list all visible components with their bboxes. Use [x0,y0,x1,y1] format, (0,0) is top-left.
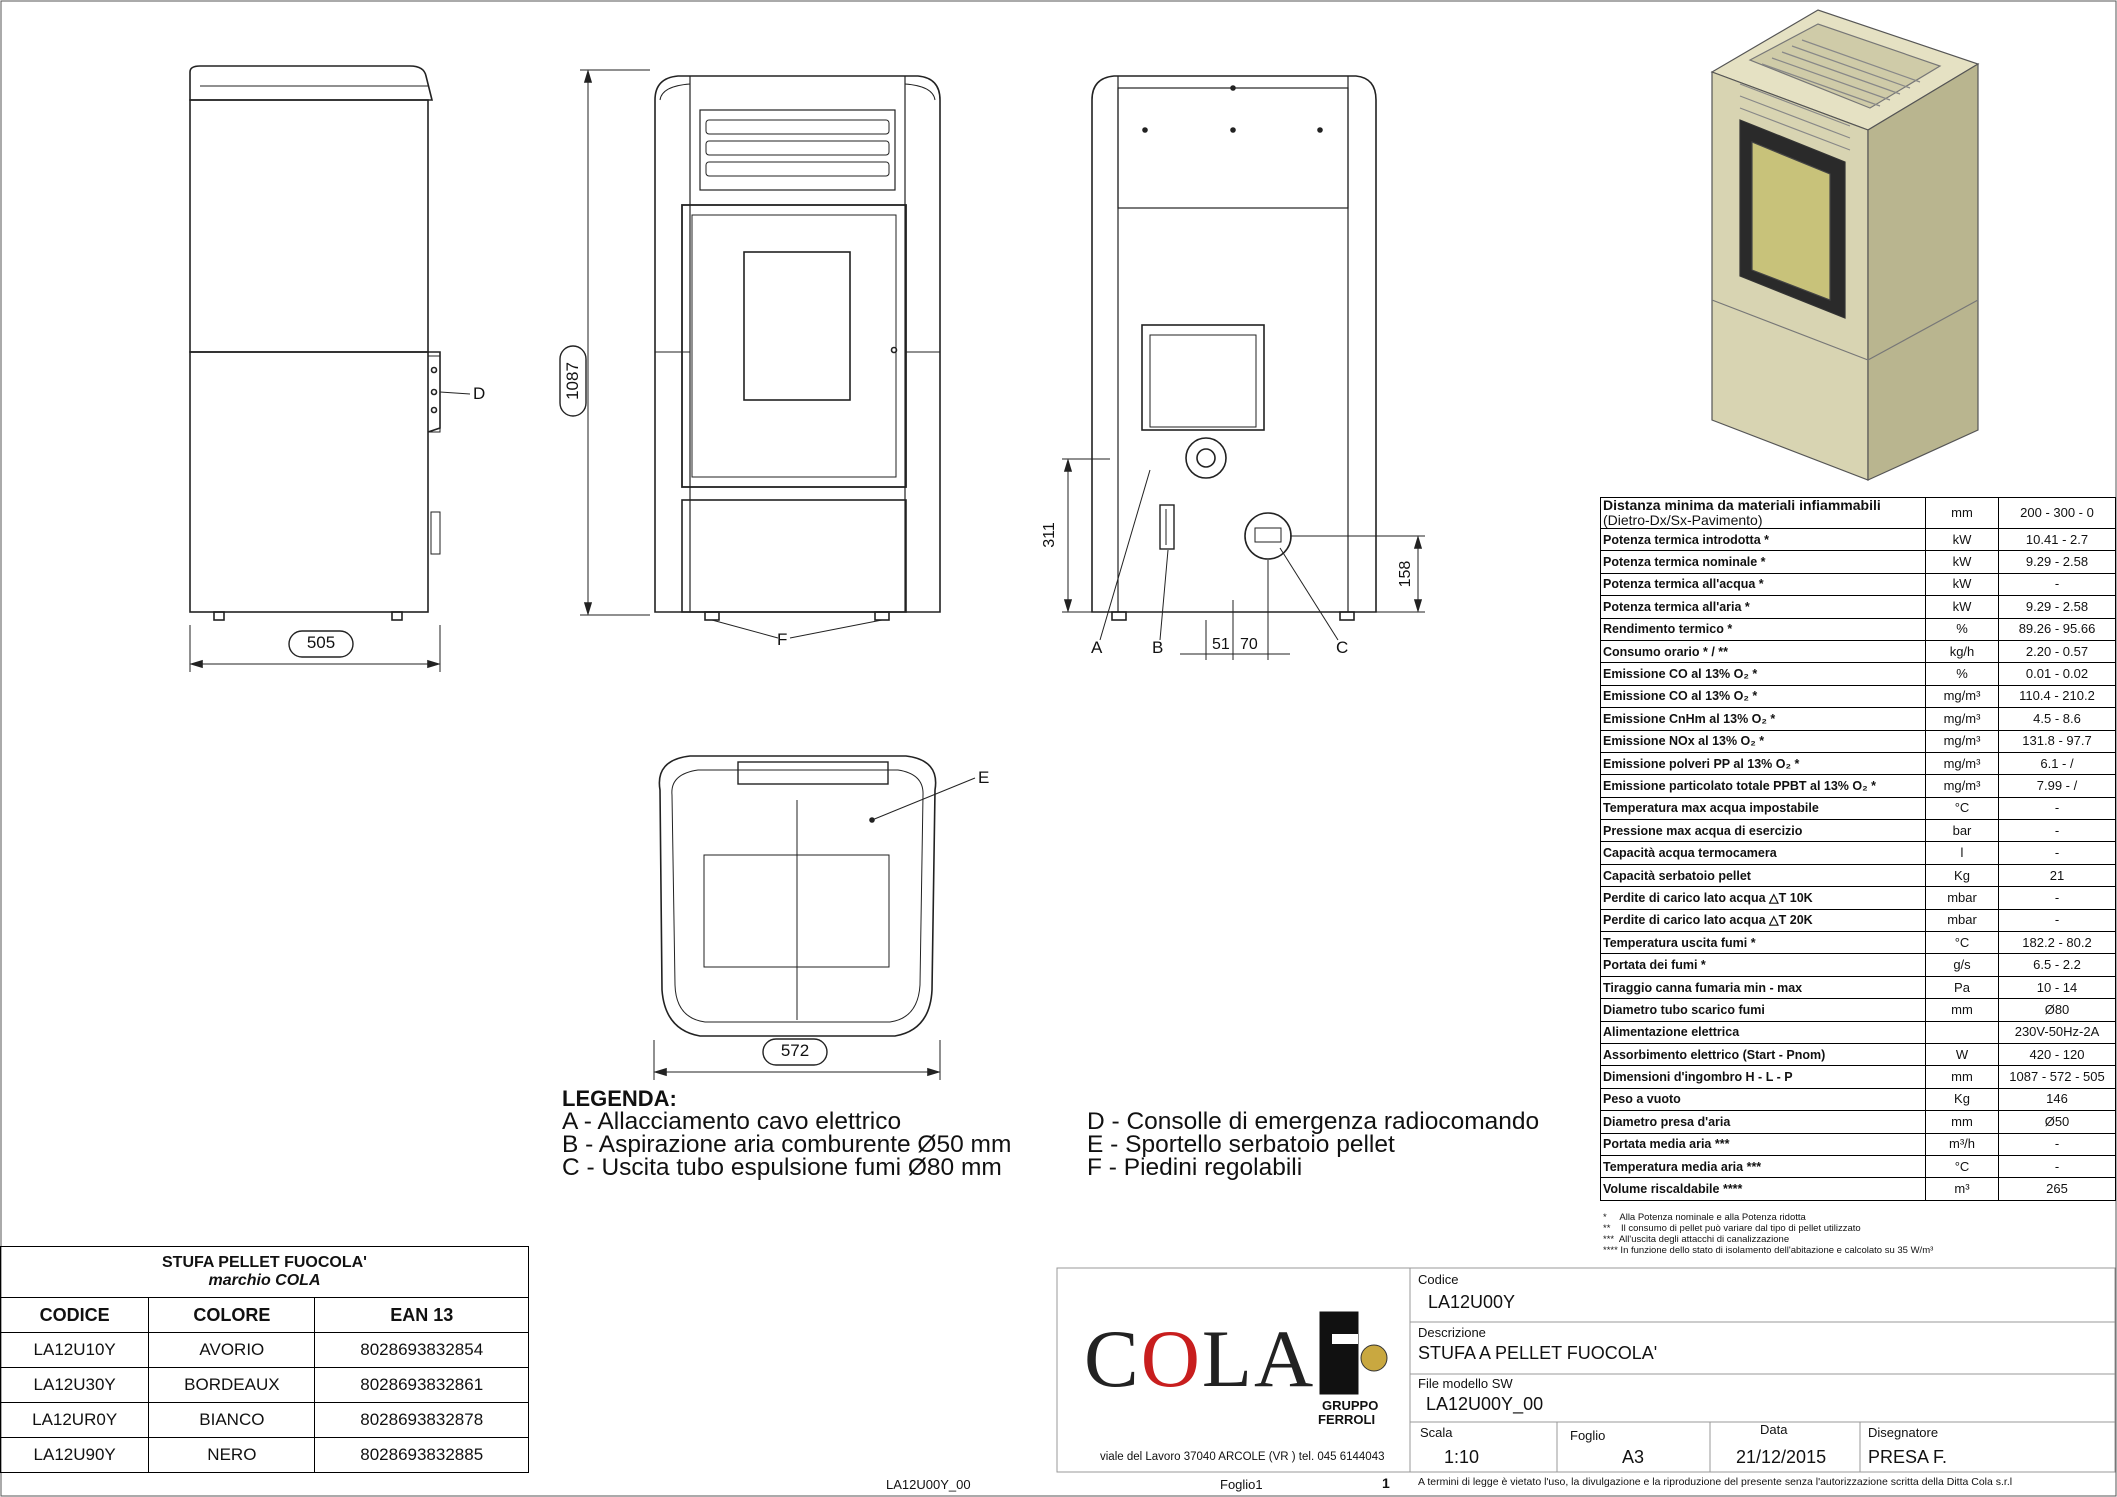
product-ean: 8028693832854 [315,1333,529,1368]
spec-label: Portata dei fumi * [1601,954,1926,976]
stove-render [1712,10,1978,480]
spec-unit: mbar [1926,909,1999,931]
callout-b: B [1152,638,1164,657]
spec-row [1601,1155,2116,1177]
spec-unit: kW [1926,573,1999,595]
file-value: LA12U00Y_00 [1426,1394,1544,1414]
descrizione-label: Descrizione [1418,1325,1486,1340]
spec-row [1601,999,2116,1021]
col-codice: CODICE [1,1298,149,1333]
spec-label: Volume riscaldabile **** [1601,1178,1926,1200]
spec-label: Peso a vuoto [1601,1088,1926,1110]
spec-value: 110.4 - 210.2 [1999,685,2116,707]
spec-value: 6.5 - 2.2 [1999,954,2116,976]
spec-unit: % [1926,663,1999,685]
spec-note: **** In funzione dello stato di isolamento dell'abitazione e calcolato su 35 W/m³ [1603,1245,1934,1256]
spec-unit: mg/m³ [1926,752,1999,774]
spec-unit: mg/m³ [1926,708,1999,730]
spec-label: Temperatura max acqua impostabile [1601,797,1926,819]
spec-value: - [1999,1133,2116,1155]
product-code: LA12UR0Y [1,1403,149,1438]
product-color: BIANCO [149,1403,315,1438]
spec-label: Temperatura media aria *** [1601,1155,1926,1177]
callout-c: C [1336,638,1349,657]
spec-label: Potenza termica all'aria * [1601,596,1926,618]
dim-51: 51 [1212,636,1230,653]
footer-file: LA12U00Y_00 [886,1477,971,1492]
spec-value: 2.20 - 0.57 [1999,640,2116,662]
spec-label: Emissione CO al 13% O₂ * [1601,663,1926,685]
spec-value: 4.5 - 8.6 [1999,708,2116,730]
spec-label: Consumo orario * / ** [1601,640,1926,662]
company-address: viale del Lavoro 37040 ARCOLE (VR ) tel. 045 6144043 [1100,1451,1385,1463]
spec-value: 10 - 14 [1999,976,2116,998]
dim-1087: 1087 [563,362,582,400]
dim-505: 505 [306,633,336,652]
spec-unit: mg/m³ [1926,775,1999,797]
scala-value: 1:10 [1444,1447,1480,1467]
product-variants-table [0,1246,529,1473]
spec-header-title: Distanza minima da materiali infiammabili [1603,497,1881,513]
file-label: File modello SW [1418,1376,1513,1391]
top-view [654,756,975,1080]
spec-unit: mg/m³ [1926,730,1999,752]
spec-row [1601,730,2116,752]
spec-unit: Kg [1926,1088,1999,1110]
product-color: AVORIO [149,1333,315,1368]
spec-label: Emissione polveri PP al 13% O₂ * [1601,752,1926,774]
spec-label: Capacità serbatoio pellet [1601,864,1926,886]
spec-label: Pressione max acqua di esercizio [1601,820,1926,842]
col-colore: COLORE [149,1298,315,1333]
spec-label: Dimensioni d'ingombro H - L - P [1601,1066,1926,1088]
spec-row [1601,954,2116,976]
spec-row [1601,976,2116,998]
spec-value: Ø50 [1999,1111,2116,1133]
callout-e: E [978,768,990,787]
spec-value: 21 [1999,864,2116,886]
spec-unit: °C [1926,932,1999,954]
spec-unit: kg/h [1926,640,1999,662]
spec-notes [1603,1212,2113,1256]
spec-value: 0.01 - 0.02 [1999,663,2116,685]
spec-value: 6.1 - / [1999,752,2116,774]
foglio-label: Foglio [1570,1428,1606,1443]
spec-label: Temperatura uscita fumi * [1601,932,1926,954]
spec-row [1601,752,2116,774]
spec-header-sub: (Dietro-Dx/Sx-Pavimento) [1603,512,1763,528]
legend-item-d: D - Consolle di emergenza radiocomando [1087,1108,1540,1135]
spec-value: 146 [1999,1088,2116,1110]
product-title-row [1,1247,529,1298]
rear-view [1062,76,1425,660]
spec-label: Potenza termica introdotta * [1601,529,1926,551]
product-code: LA12U90Y [1,1438,149,1473]
spec-value: - [1999,1155,2116,1177]
spec-label: Potenza termica all'acqua * [1601,573,1926,595]
product-header-row [1,1298,529,1333]
spec-row [1601,820,2116,842]
spec-row [1601,864,2116,886]
spec-label: Portata media aria *** [1601,1133,1926,1155]
spec-value: 9.29 - 2.58 [1999,596,2116,618]
spec-row [1601,775,2116,797]
product-row [1,1333,529,1368]
spec-note: * Alla Potenza nominale e alla Potenza ridotta [1603,1212,1806,1223]
product-ean: 8028693832861 [315,1368,529,1403]
cola-logo: COLA [1084,1313,1316,1404]
spec-unit: Kg [1926,864,1999,886]
product-brand: marchio COLA [208,1272,321,1289]
data-label: Data [1760,1422,1788,1437]
dim-572: 572 [780,1041,810,1060]
dim-70: 70 [1240,636,1258,653]
copyright-notice: A termini di legge è vietato l'uso, la divulgazione e la riproduzione del presente senza l'autorizzazione scritta della Ditta Cola s.r.l [1418,1476,2013,1488]
foglio-value: A3 [1622,1447,1645,1467]
data-value: 21/12/2015 [1736,1447,1827,1467]
product-row [1,1368,529,1403]
legend-title: LEGENDA: [562,1086,677,1111]
spec-label: Emissione particolato totale PPBT al 13% O₂ * [1601,775,1926,797]
spec-value: 7.99 - / [1999,775,2116,797]
callout-a: A [1091,638,1103,657]
spec-value: 89.26 - 95.66 [1999,618,2116,640]
spec-label: Capacità acqua termocamera [1601,842,1926,864]
spec-unit: mm [1926,1066,1999,1088]
legend-item-b: B - Aspirazione aria comburente Ø50 mm [562,1131,1012,1158]
legend-item-f: F - Piedini regolabili [1087,1154,1303,1181]
spec-label: Potenza termica nominale * [1601,551,1926,573]
product-title: STUFA PELLET FUOCOLA' [162,1254,367,1271]
spec-unit: °C [1926,1155,1999,1177]
callout-d: D [473,384,486,403]
spec-label: Emissione NOx al 13% O₂ * [1601,730,1926,752]
legend-item-a: A - Allacciamento cavo elettrico [562,1108,902,1135]
product-row [1,1438,529,1473]
spec-label: Diametro tubo scarico fumi [1601,999,1926,1021]
side-view [190,66,470,672]
spec-label: Emissione CnHm al 13% O₂ * [1601,708,1926,730]
footer-sheet: Foglio1 [1220,1477,1263,1492]
product-title-cell [1,1247,529,1298]
spec-row [1601,1178,2116,1200]
spec-value: - [1999,573,2116,595]
spec-unit: mm [1926,999,1999,1021]
spec-value: 10.41 - 2.7 [1999,529,2116,551]
spec-unit: mbar [1926,887,1999,909]
spec-label: Alimentazione elettrica [1601,1021,1926,1043]
spec-unit: bar [1926,820,1999,842]
spec-label: Perdite di carico lato acqua △T 20K [1601,909,1926,931]
spec-row [1601,1088,2116,1110]
spec-value: - [1999,820,2116,842]
dim-311: 311 [1041,522,1058,548]
spec-header-unit: mm [1926,498,1999,529]
descrizione-value: STUFA A PELLET FUOCOLA' [1418,1343,1658,1363]
spec-note: *** All'uscita degli attacchi di canalizzazione [1603,1234,1790,1245]
spec-row [1601,618,2116,640]
footer-page: 1 [1382,1475,1390,1491]
spec-label: Perdite di carico lato acqua △T 10K [1601,887,1926,909]
spec-label: Emissione CO al 13% O₂ * [1601,685,1926,707]
spec-value: - [1999,887,2116,909]
spec-row [1601,529,2116,551]
spec-unit: °C [1926,797,1999,819]
spec-unit: mm [1926,1111,1999,1133]
spec-unit: Pa [1926,976,1999,998]
spec-row [1601,685,2116,707]
spec-value: 265 [1999,1178,2116,1200]
spec-unit: m³ [1926,1178,1999,1200]
spec-label: Tiraggio canna fumaria min - max [1601,976,1926,998]
spec-value: Ø80 [1999,999,2116,1021]
spec-unit: kW [1926,529,1999,551]
spec-unit: m³/h [1926,1133,1999,1155]
spec-value: 1087 - 572 - 505 [1999,1066,2116,1088]
spec-value: - [1999,797,2116,819]
callout-f: F [777,630,788,649]
spec-row [1601,573,2116,595]
spec-row [1601,1021,2116,1043]
disegnatore-label: Disegnatore [1868,1425,1939,1440]
spec-label: Rendimento termico * [1601,618,1926,640]
spec-row [1601,1111,2116,1133]
spec-row [1601,842,2116,864]
col-ean: EAN 13 [315,1298,529,1333]
spec-value: 182.2 - 80.2 [1999,932,2116,954]
scala-label: Scala [1420,1425,1453,1440]
spec-unit: g/s [1926,954,1999,976]
spec-header-row [1601,498,2116,529]
spec-row [1601,1043,2116,1065]
specifications-table [1600,497,2116,1201]
spec-value: 420 - 120 [1999,1043,2116,1065]
spec-header-label [1601,498,1926,529]
spec-header-value: 200 - 300 - 0 [1999,498,2116,529]
spec-row [1601,797,2116,819]
codice-label: Codice [1418,1272,1459,1287]
spec-unit: l [1926,842,1999,864]
dim-158: 158 [1397,560,1414,588]
spec-unit [1926,1021,1999,1043]
spec-value: 9.29 - 2.58 [1999,551,2116,573]
spec-row [1601,1066,2116,1088]
spec-value: 131.8 - 97.7 [1999,730,2116,752]
spec-unit: W [1926,1043,1999,1065]
spec-unit: % [1926,618,1999,640]
ferroli-logo-line1: GRUPPO [1322,1398,1379,1413]
product-color: BORDEAUX [149,1368,315,1403]
product-code: LA12U10Y [1,1333,149,1368]
spec-value: 230V-50Hz-2A [1999,1021,2116,1043]
spec-value: - [1999,909,2116,931]
spec-row [1601,909,2116,931]
spec-unit: kW [1926,596,1999,618]
codice-value: LA12U00Y [1428,1292,1516,1312]
spec-value: - [1999,842,2116,864]
legend-item-c: C - Uscita tubo espulsione fumi Ø80 mm [562,1154,1002,1181]
spec-row [1601,551,2116,573]
product-ean: 8028693832885 [315,1438,529,1473]
spec-unit: mg/m³ [1926,685,1999,707]
disegnatore-value: PRESA F. [1868,1447,1948,1467]
legend-item-e: E - Sportello serbatoio pellet [1087,1131,1395,1158]
spec-row [1601,663,2116,685]
spec-row [1601,596,2116,618]
spec-unit: kW [1926,551,1999,573]
spec-note: ** Il consumo di pellet può variare dal tipo di pellet utilizzato [1603,1223,1861,1234]
product-ean: 8028693832878 [315,1403,529,1438]
spec-row [1601,1133,2116,1155]
spec-row [1601,640,2116,662]
product-color: NERO [149,1438,315,1473]
spec-label: Diametro presa d'aria [1601,1111,1926,1133]
product-row [1,1403,529,1438]
front-view [560,70,940,638]
ferroli-logo-line2: FERROLI [1318,1412,1376,1427]
spec-row [1601,932,2116,954]
spec-row [1601,887,2116,909]
spec-label: Assorbimento elettrico (Start - Pnom) [1601,1043,1926,1065]
spec-row [1601,708,2116,730]
product-code: LA12U30Y [1,1368,149,1403]
